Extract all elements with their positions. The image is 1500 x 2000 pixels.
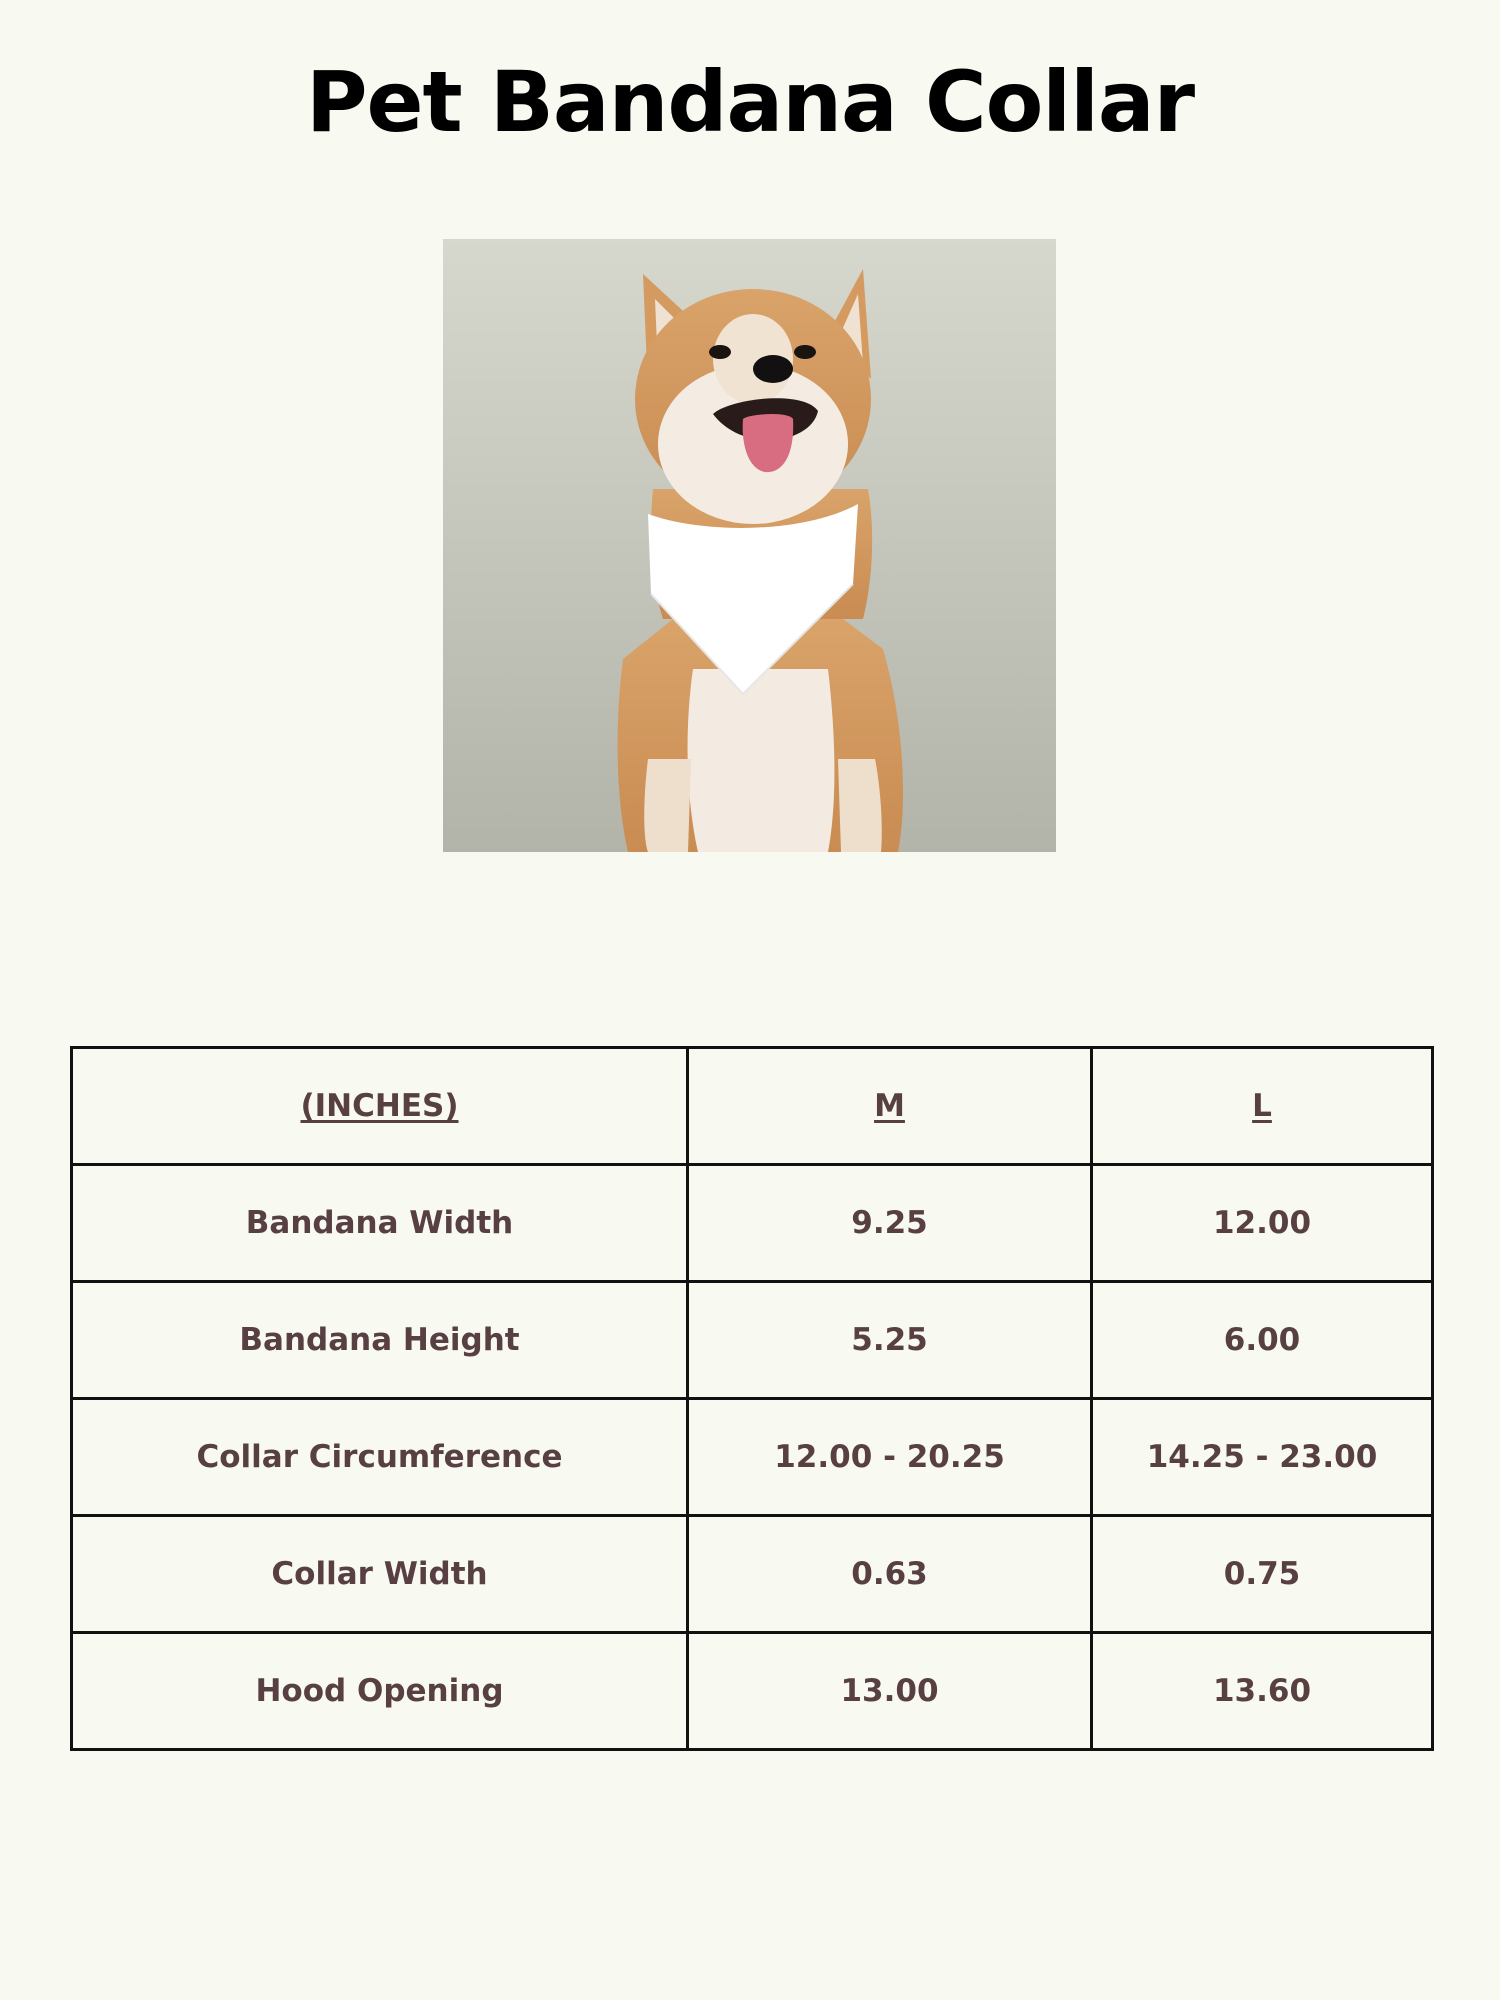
size-l-value: 12.00 (1092, 1165, 1433, 1282)
header-units: (INCHES) (72, 1048, 688, 1165)
size-m-value: 5.25 (688, 1282, 1092, 1399)
dog-wearing-bandana-photo (443, 239, 1056, 852)
size-l-value: 0.75 (1092, 1516, 1433, 1633)
size-l-value: 14.25 - 23.00 (1092, 1399, 1433, 1516)
table-row (72, 1516, 1433, 1633)
row-label: Hood Opening (72, 1633, 688, 1750)
size-l-value: 6.00 (1092, 1282, 1433, 1399)
row-label: Collar Circumference (72, 1399, 688, 1516)
row-label: Bandana Height (72, 1282, 688, 1399)
table-row (72, 1633, 1433, 1750)
row-label: Bandana Width (72, 1165, 688, 1282)
size-m-value: 13.00 (688, 1633, 1092, 1750)
size-m-value: 12.00 - 20.25 (688, 1399, 1092, 1516)
header-size-l: L (1092, 1048, 1433, 1165)
row-label: Collar Width (72, 1516, 688, 1633)
table-row (72, 1282, 1433, 1399)
size-m-value: 0.63 (688, 1516, 1092, 1633)
table-row (72, 1399, 1433, 1516)
size-chart-table (70, 1046, 1434, 1751)
size-l-value: 13.60 (1092, 1633, 1433, 1750)
table-row (72, 1165, 1433, 1282)
page-title: Pet Bandana Collar (305, 53, 1195, 151)
size-m-value: 9.25 (688, 1165, 1092, 1282)
table-header-row (72, 1048, 1433, 1165)
header-size-m: M (688, 1048, 1092, 1165)
